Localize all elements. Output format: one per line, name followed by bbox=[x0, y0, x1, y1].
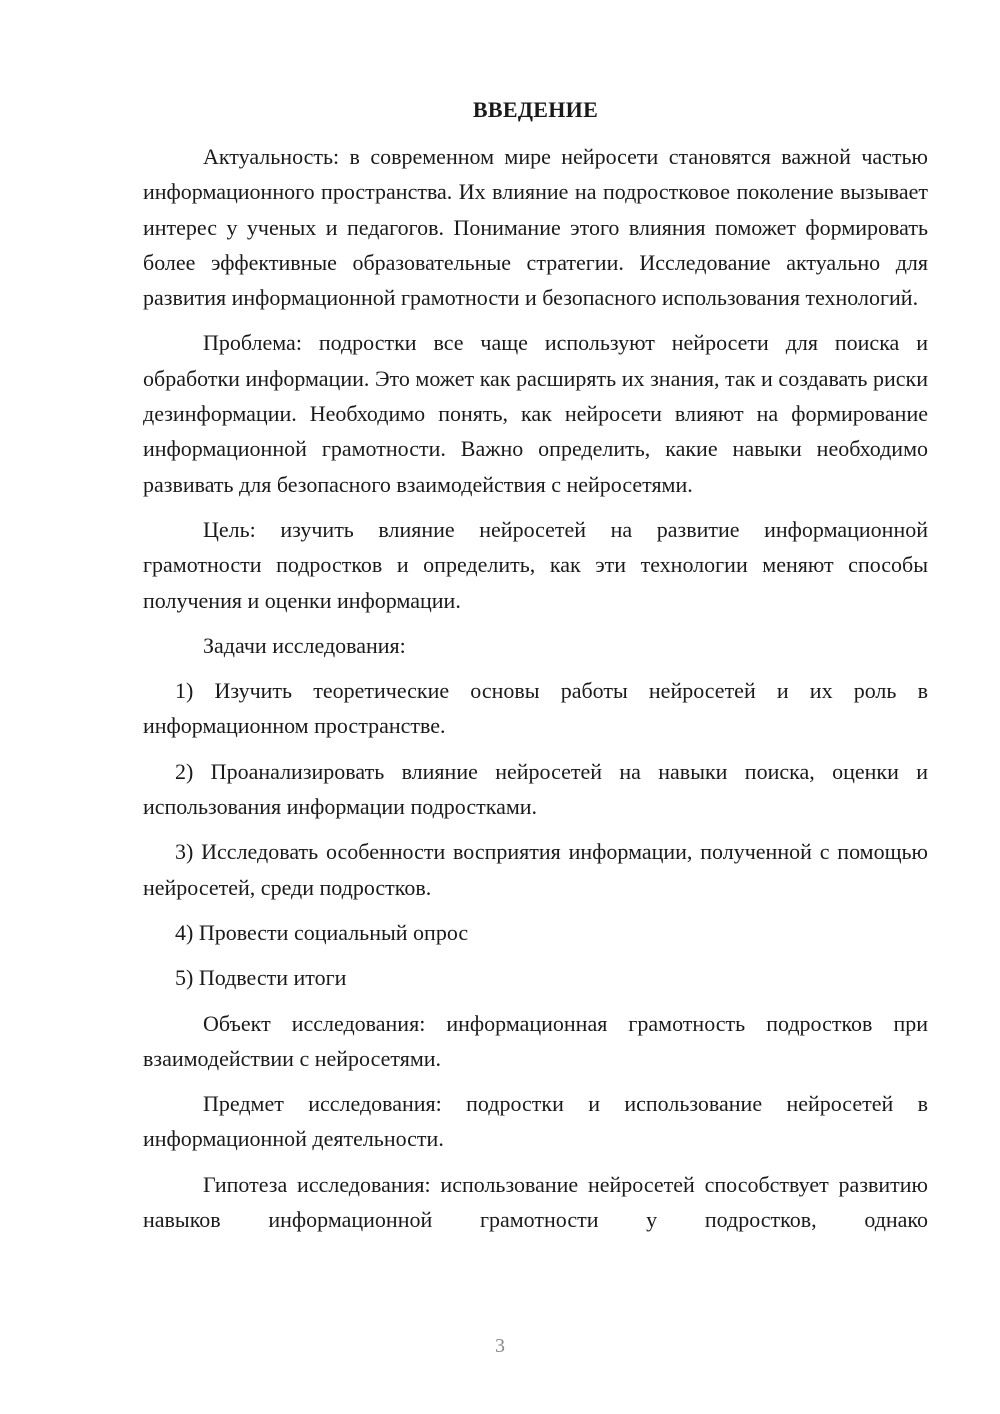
paragraph-goal: Цель: изучить влияние нейросетей на развитие информационной грамотности подростков и определить, как эти технологии меняют способы получения и оценки информации. bbox=[143, 516, 928, 613]
page-title: ВВЕДЕНИЕ bbox=[472, 97, 599, 122]
task-item-2: 2) Проанализировать влияние нейросетей на навыки поиска, оценки и использования информации подростками. bbox=[143, 758, 928, 820]
page-number: 3 bbox=[495, 1335, 505, 1357]
paragraph-subject: Предмет исследования: подростки и использование нейросетей в информационной деятельности. bbox=[143, 1091, 928, 1152]
task-item-5: 5) Подвести итоги bbox=[175, 965, 347, 991]
task-item-3: 3) Исследовать особенности восприятия информации, полученной с помощью нейросетей, среди подростков. bbox=[143, 839, 928, 900]
task-item-1: 1) Изучить теоретические основы работы нейросетей и их роль в информационном пространстве. bbox=[143, 678, 928, 739]
paragraph-object: Объект исследования: информационная грамотность подростков при взаимодействии с нейросетями. bbox=[143, 1010, 928, 1071]
paragraph-relevance: Актуальность: в современном мире нейросети становятся важной частью информационного пространства. Их влияние на подростковое поколение вызывает интерес у ученых и педагогов. Понимание этого влияния поможет формировать более эффективные образовательные стратегии. Исследование актуально для развития информационной грамотности и безопасного использования технологий. bbox=[143, 144, 928, 311]
paragraph-hypothesis: Гипотеза исследования: использование нейросетей способствует развитию навыков информационной грамотности у подростков, однако bbox=[143, 1171, 928, 1233]
document-page bbox=[143, 95, 928, 1247]
paragraph-problem: Проблема: подростки все чаще используют нейросети для поиска и обработки информации. Это может как расширять их знания, так и создавать риски дезинформации. Необходимо понять, как нейросети влияют на формирование информационной грамотности. Важно определить, какие навыки необходимо развивать для безопасного взаимодействия с нейросетями. bbox=[143, 330, 928, 497]
task-item-4: 4) Провести социальный опрос bbox=[175, 919, 469, 945]
paragraph-tasks-heading: Задачи исследования: bbox=[203, 632, 406, 658]
